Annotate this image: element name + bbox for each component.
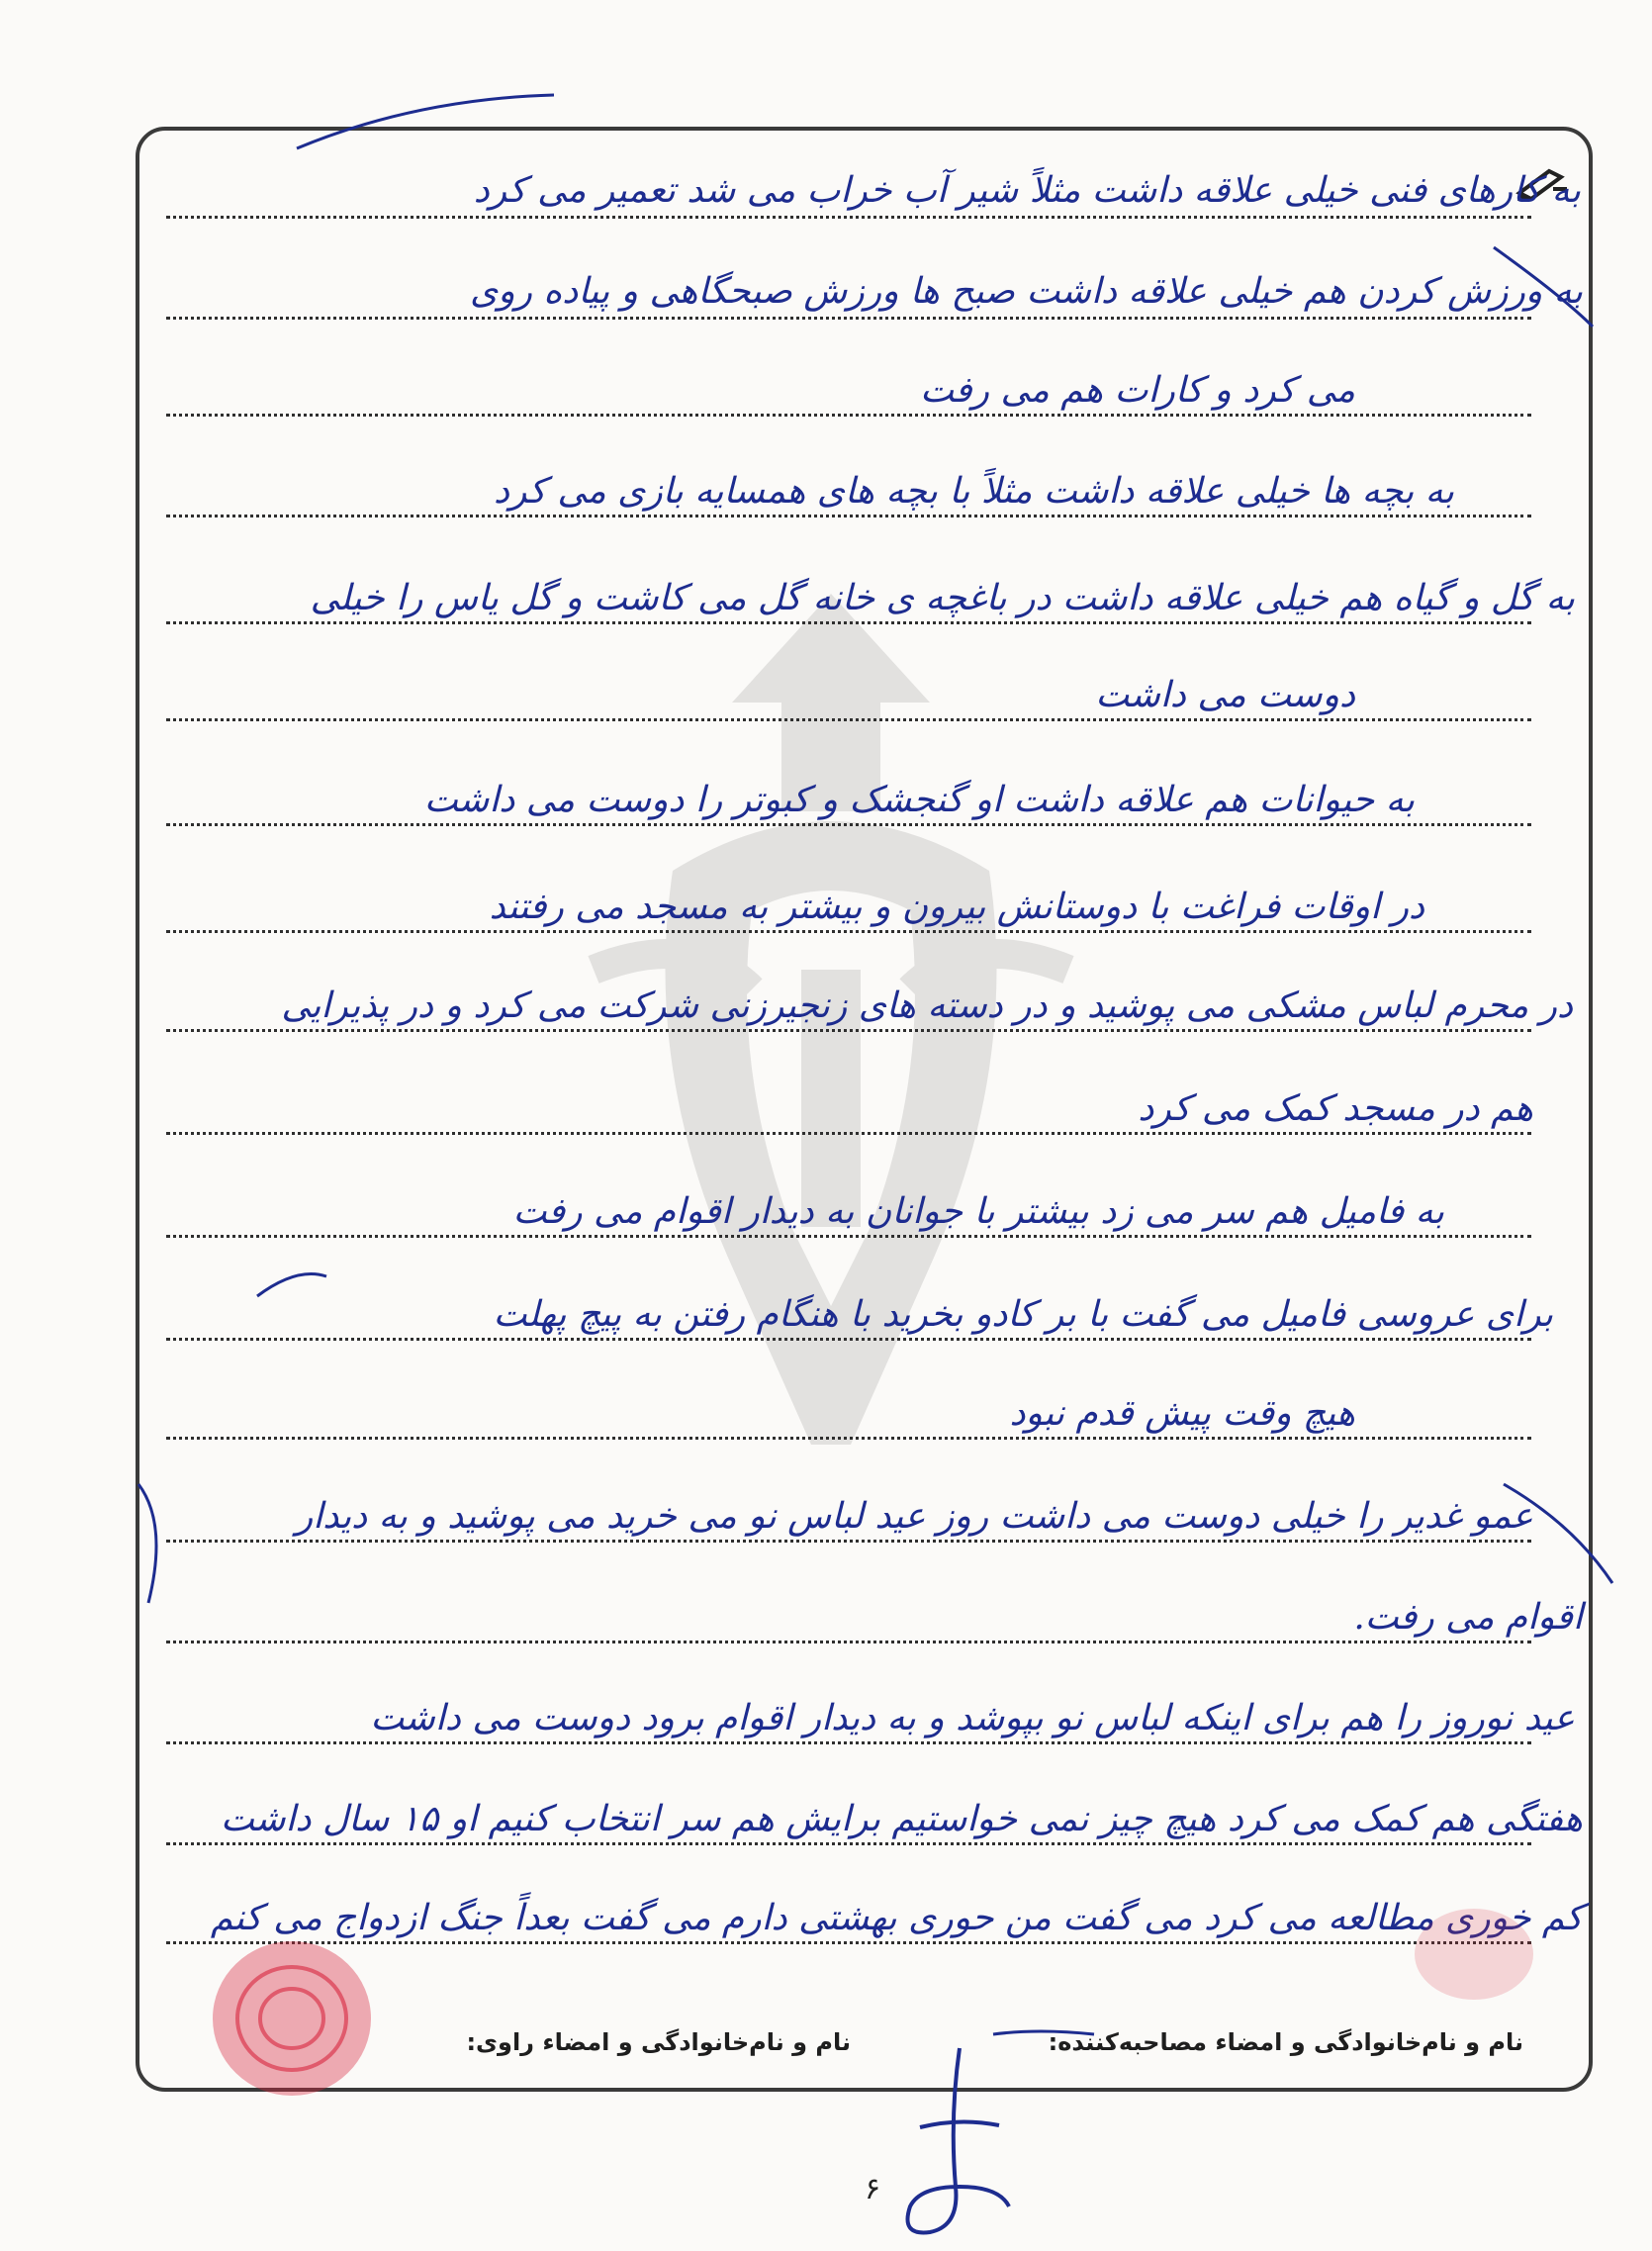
handwritten-line: برای عروسی فامیل می گفت با بر کادو بخرید با هنگام رفتن به پیچ پهلت	[493, 1294, 1553, 1335]
handwritten-line: به بچه ها خیلی علاقه داشت مثلاً با بچه های همسایه بازی می کرد	[493, 471, 1454, 512]
handwritten-line: هم در مسجد کمک می کرد	[1138, 1088, 1533, 1129]
handwritten-line: به حیوانات هم علاقه داشت او گنجشک و کبوتر را دوست می داشت	[423, 780, 1415, 820]
handwritten-line: به گل و گیاه هم خیلی علاقه داشت در باغچه ی خانه گل می کاشت و گل یاس را خیلی	[310, 578, 1575, 618]
handwritten-line: به فامیل هم سر می زد بیشتر با جوانان به دیدار اقوام می رفت	[512, 1191, 1444, 1232]
handwritten-line: به کارهای فنی خیلی علاقه داشت مثلاً شیر آب خراب می شد تعمیر می کرد	[473, 170, 1581, 211]
handwritten-line: در محرم لباس مشکی می پوشید و در دسته های زنجیرزنی شرکت می کرد و در پذیرایی	[281, 985, 1573, 1026]
handwritten-line: در اوقات فراغت با دوستانش بیرون و بیشتر به مسجد می رفتند	[489, 887, 1424, 927]
page-number: ۶	[864, 2172, 881, 2206]
handwritten-signature	[890, 2038, 1029, 2246]
handwritten-line: هفتگی هم کمک می کرد هیچ چیز نمی خواستیم برایش هم سر انتخاب کنیم او ۱۵ سال داشت	[220, 1799, 1583, 1839]
handwritten-line: دوست می داشت	[1095, 675, 1355, 715]
handwritten-line: عید نوروز را هم برای اینکه لباس نو بپوشد و به دیدار اقوام برود دوست می داشت	[370, 1698, 1575, 1738]
red-fingerprint-stamp	[1405, 1900, 1543, 2009]
handwritten-line: می کرد و کارات هم می رفت	[920, 370, 1355, 411]
handwritten-line: اقوام می رفت.	[1353, 1597, 1583, 1638]
footer-signature-row	[178, 2020, 1563, 2066]
handwritten-line: کم خوری مطالعه می کرد می گفت من حوری بهشتی دارم می گفت بعداً جنگ ازدواج می کنم	[210, 1898, 1583, 1938]
narrator-signature-label: نام و نام‌خانوادگی و امضاء راوی:	[466, 2028, 851, 2056]
handwritten-line: عمو غدیر را خیلی دوست می داشت روز عید لباس نو می خرید می پوشید و به دیدار	[295, 1496, 1533, 1537]
red-fingerprint-stamp	[198, 1929, 386, 2108]
handwritten-line: هیچ وقت پیش قدم نبود	[1009, 1393, 1355, 1434]
interviewer-signature-label: نام و نام‌خانوادگی و امضاء مصاحبه‌کننده:	[1048, 2028, 1523, 2056]
handwritten-line: به ورزش کردن هم خیلی علاقه داشت صبح ها ورزش صبحگاهی و پیاده روی	[470, 271, 1583, 312]
